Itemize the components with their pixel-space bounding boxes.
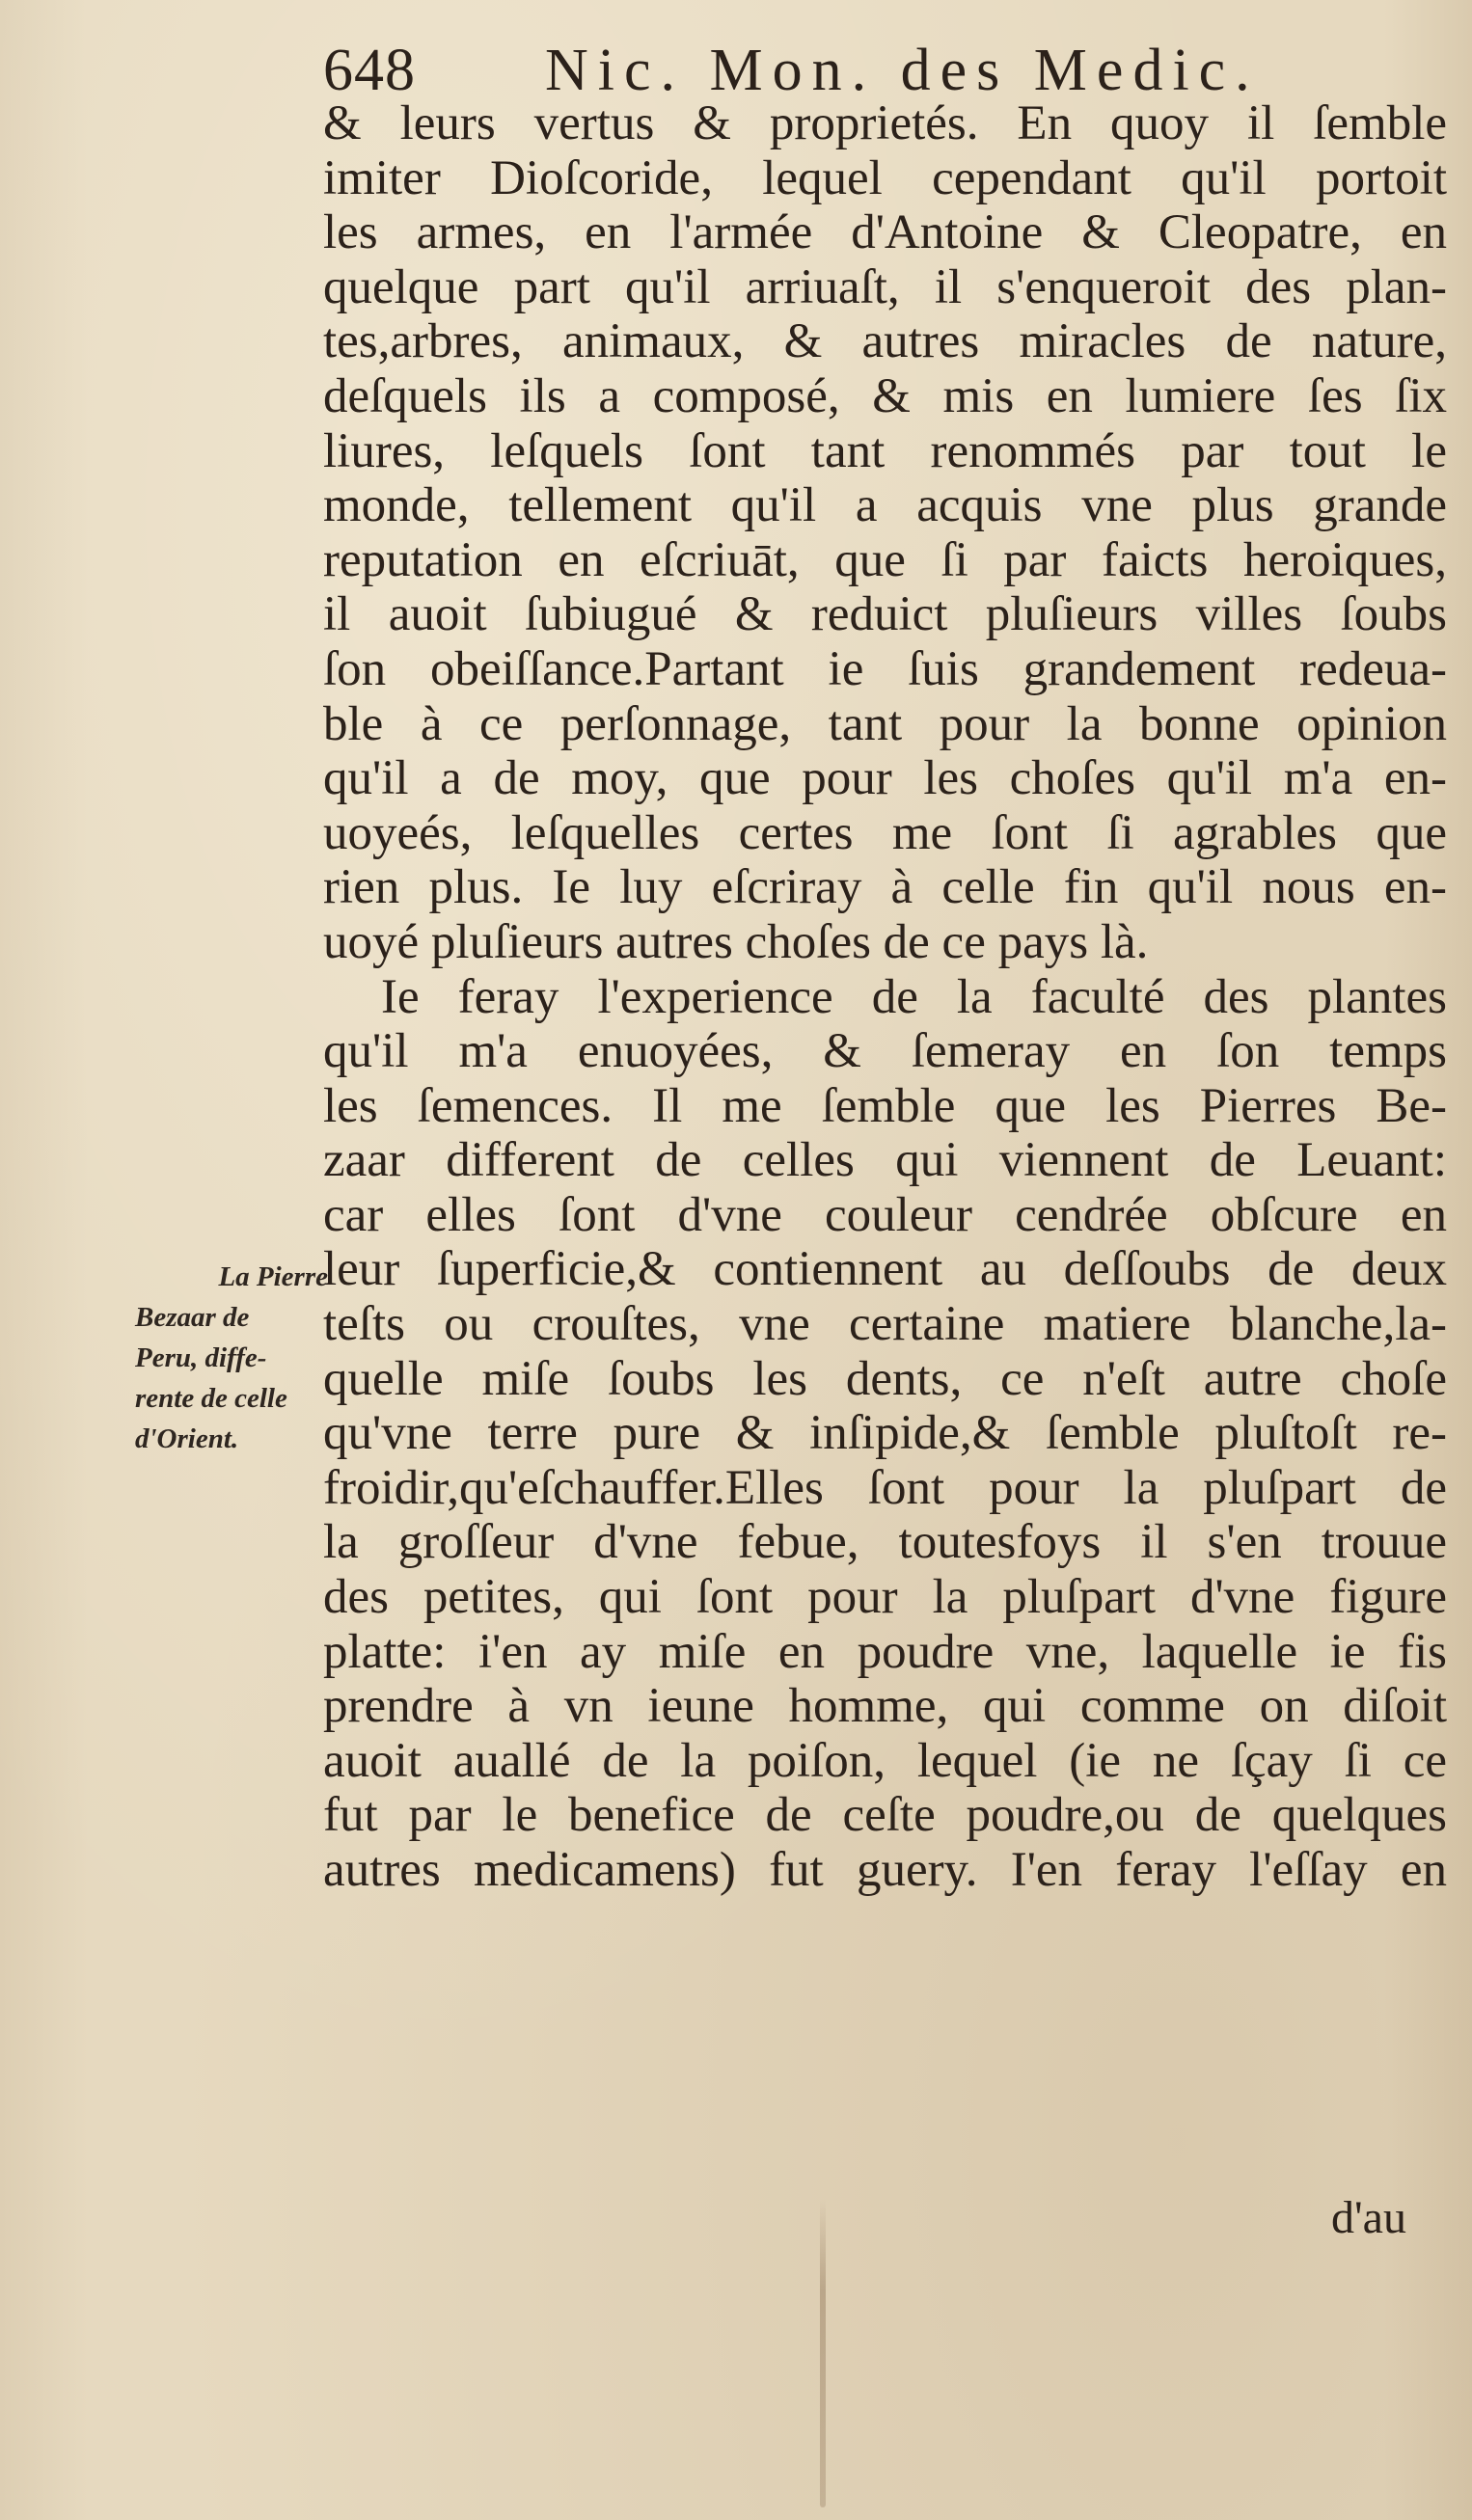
text-line: les ſemences. Il me ſemble que les Pierres Be- xyxy=(323,1078,1447,1133)
text-line: qu'il m'a enuoyées, & ſemeray en ſon temps xyxy=(323,1024,1447,1079)
text-line: & leurs vertus & proprietés. En quoy il ſemble xyxy=(323,96,1447,150)
text-line: il auoit ſubiugué & reduict pluſieurs villes ſoubs xyxy=(323,587,1447,642)
text-line: tes,arbres, animaux, & autres miracles de nature, xyxy=(323,314,1447,369)
paper-crease xyxy=(820,2199,826,2507)
margin-note xyxy=(135,1257,328,1459)
catchword: d'au xyxy=(1331,2192,1406,2243)
text-line: Ie feray l'experience de la faculté des plantes xyxy=(381,969,1447,1024)
text-line: imiter Dioſcoride, lequel cependant qu'il portoit xyxy=(323,150,1447,205)
margin-note-line: Peru, diffe- xyxy=(135,1342,267,1373)
text-line: prendre à vn ieune homme, qui comme on diſoit xyxy=(323,1679,1447,1734)
margin-note-line: rente de celle xyxy=(135,1383,287,1414)
text-line: froidir,qu'eſchauffer.Elles ſont pour la pluſpart de xyxy=(323,1460,1447,1515)
text-line: quelle miſe ſoubs les dents, ce n'eſt autre choſe xyxy=(323,1351,1447,1406)
text-line: uoyé pluſieurs autres choſes de ce pays là. xyxy=(323,914,1149,969)
running-title: Nic. Mon. des Medic. xyxy=(545,38,1260,103)
text-line: platte: i'en ay miſe en poudre vne, laquelle ie fis xyxy=(323,1624,1447,1679)
text-line: leur ſuperficie,& contiennent au deſſoubs de deux xyxy=(323,1242,1447,1297)
page-number: 648 xyxy=(323,38,416,103)
margin-note-line: La Pierre xyxy=(218,1261,328,1292)
text-line: monde, tellement qu'il a acquis vne plus grande xyxy=(323,478,1447,533)
text-line: liures, leſquels ſont tant renommés par tout le xyxy=(323,423,1447,478)
text-line: deſquels ils a composé, & mis en lumiere ſes ſix xyxy=(323,368,1447,423)
text-line: ble à ce perſonnage, tant pour la bonne opinion xyxy=(323,696,1447,751)
text-line: reputation en eſcriuāt, que ſi par faicts heroiques, xyxy=(323,532,1447,587)
text-line: quelque part qu'il arriuaſt, il s'enqueroit des plan- xyxy=(323,259,1447,314)
margin-note-line: d'Orient. xyxy=(135,1423,239,1454)
text-line: auoit auallé de la poiſon, lequel (ie ne ſçay ſi ce xyxy=(323,1733,1447,1788)
text-line: la groſſeur d'vne febue, toutesfoys il s'en trouue xyxy=(323,1515,1447,1570)
text-line: teſts ou crouſtes, vne certaine matiere blanche,la- xyxy=(323,1297,1447,1352)
text-line: les armes, en l'armée d'Antoine & Cleopatre, en xyxy=(323,205,1447,260)
text-line: fut par le benefice de ceſte poudre,ou de quelques xyxy=(323,1788,1447,1843)
margin-note-line: Bezaar de xyxy=(135,1302,250,1333)
text-line: uoyeés, leſquelles certes me ſont ſi agrables que xyxy=(323,805,1447,860)
text-line: car elles ſont d'vne couleur cendrée obſcure en xyxy=(323,1187,1447,1242)
text-line: des petites, qui ſont pour la pluſpart d'vne figure xyxy=(323,1570,1447,1625)
text-line: qu'il a de moy, que pour les choſes qu'il m'a en- xyxy=(323,751,1447,806)
text-line: zaar different de celles qui viennent de Leuant: xyxy=(323,1133,1447,1188)
text-line: autres medicamens) fut guery. I'en feray l'eſſay en xyxy=(323,1843,1447,1897)
text-line: ſon obeiſſance.Partant ie ſuis grandement redeua- xyxy=(323,641,1447,696)
text-line: qu'vne terre pure & inſipide,& ſemble pluſtoſt re- xyxy=(323,1406,1447,1461)
body-text xyxy=(323,96,1447,1898)
text-line: rien plus. Ie luy eſcriray à celle fin qu'il nous en- xyxy=(323,860,1447,915)
